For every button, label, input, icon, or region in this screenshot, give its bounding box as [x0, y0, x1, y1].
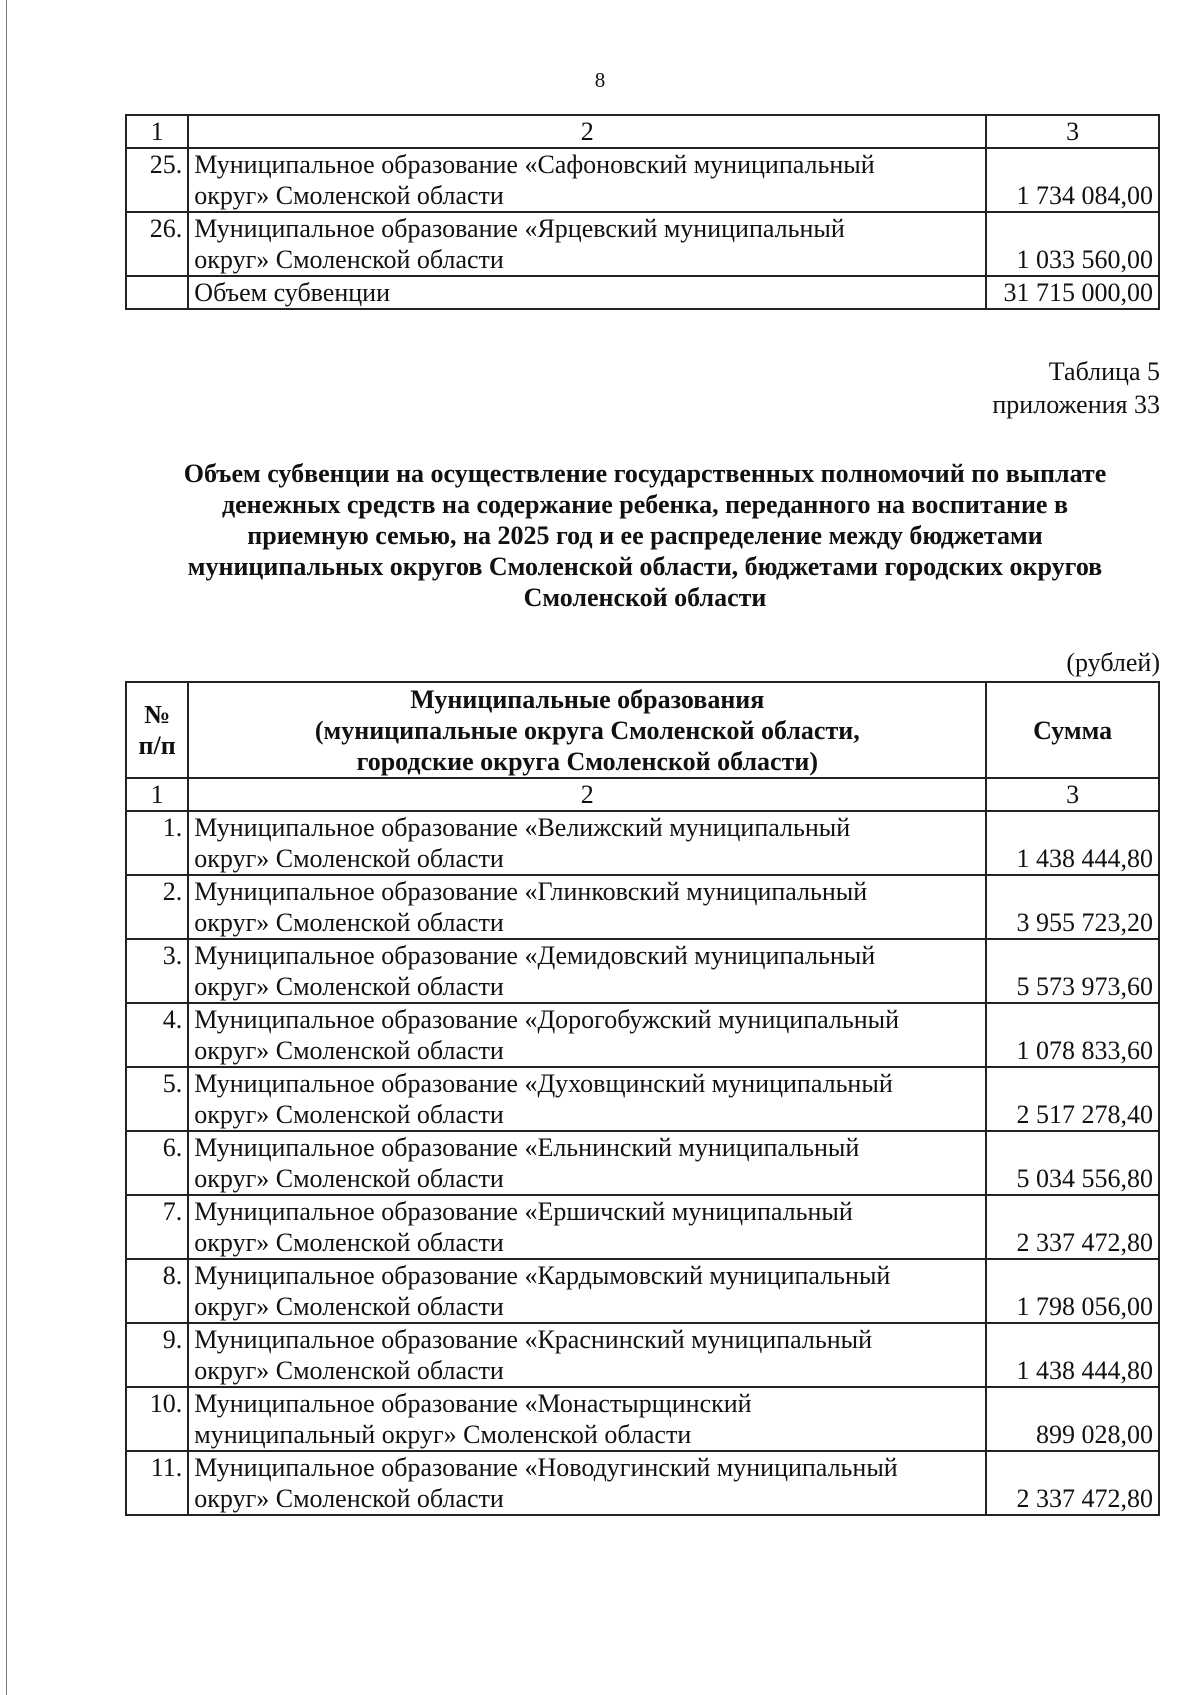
- header-number: [126, 682, 188, 778]
- header-name: [188, 682, 986, 778]
- row-number: 2.: [126, 875, 188, 939]
- row-sum: 3 955 723,20: [986, 875, 1159, 939]
- row-name: [188, 1131, 986, 1195]
- row-name-line: муниципальный округ» Смоленской области: [194, 1420, 692, 1449]
- row-name: [188, 875, 986, 939]
- row-name-line: Муниципальное образование «Велижский муниципальный: [194, 813, 851, 842]
- row-name: [188, 1259, 986, 1323]
- caption-table-number: Таблица 5: [1048, 357, 1160, 386]
- row-sum: 1 734 084,00: [986, 148, 1159, 212]
- row-sum: 1 438 444,80: [986, 1323, 1159, 1387]
- column-number: 2: [188, 778, 986, 811]
- row-number: 5.: [126, 1067, 188, 1131]
- units-label: (рублей): [1066, 648, 1160, 677]
- caption-appendix: приложения 33: [992, 390, 1160, 419]
- total-label: Объем субвенции: [188, 276, 986, 309]
- table-row: [126, 1387, 1159, 1451]
- title-line: приемную семью, на 2025 год и ее распределение между бюджетами: [247, 521, 1043, 550]
- row-name-line: округ» Смоленской области: [194, 1292, 504, 1321]
- title-line: Объем субвенции на осуществление государственных полномочий по выплате: [183, 459, 1107, 488]
- table-row: [126, 1003, 1159, 1067]
- row-name-line: Муниципальное образование «Краснинский муниципальный: [194, 1325, 873, 1354]
- row-sum: 899 028,00: [986, 1387, 1159, 1451]
- row-sum: 1 033 560,00: [986, 212, 1159, 276]
- table-row: [126, 148, 1159, 212]
- row-name-line: округ» Смоленской области: [194, 1228, 504, 1257]
- row-name: [188, 1067, 986, 1131]
- continuation-table: [125, 114, 1160, 310]
- row-name: [188, 1451, 986, 1515]
- column-numbers-row: [126, 778, 1159, 811]
- row-number: 11.: [126, 1451, 188, 1515]
- row-name-line: Муниципальное образование «Глинковский муниципальный: [194, 877, 868, 906]
- row-number: 4.: [126, 1003, 188, 1067]
- scan-edge-line: [6, 0, 7, 1695]
- row-number: 8.: [126, 1259, 188, 1323]
- table-caption: [992, 355, 1160, 421]
- header-name-line: (муниципальные округа Смоленской области,: [314, 715, 860, 745]
- row-number: 9.: [126, 1323, 188, 1387]
- row-number: 6.: [126, 1131, 188, 1195]
- row-name-line: округ» Смоленской области: [194, 1100, 504, 1129]
- row-sum: 2 337 472,80: [986, 1195, 1159, 1259]
- document-title: [120, 458, 1170, 613]
- row-name: [188, 212, 986, 276]
- row-sum: 5 573 973,60: [986, 939, 1159, 1003]
- row-name-line: округ» Смоленской области: [194, 1036, 504, 1065]
- table-row: [126, 1451, 1159, 1515]
- title-line: денежных средств на содержание ребенка, переданного на воспитание в: [221, 490, 1068, 519]
- title-line: муниципальных округов Смоленской области, бюджетами городских округов: [187, 552, 1103, 581]
- row-name-line: округ» Смоленской области: [194, 245, 504, 274]
- row-name-line: Муниципальное образование «Демидовский муниципальный: [194, 941, 876, 970]
- row-name-line: Муниципальное образование «Ярцевский муниципальный: [194, 214, 845, 243]
- row-number: 10.: [126, 1387, 188, 1451]
- row-name: [188, 1387, 986, 1451]
- total-row: [126, 276, 1159, 309]
- table-row: [126, 1131, 1159, 1195]
- row-number: 3.: [126, 939, 188, 1003]
- row-name-line: округ» Смоленской области: [194, 1164, 504, 1193]
- column-number: 1: [126, 778, 188, 811]
- table-row: [126, 875, 1159, 939]
- row-name: [188, 939, 986, 1003]
- column-number: 1: [126, 115, 188, 148]
- row-name: [188, 148, 986, 212]
- row-number: 7.: [126, 1195, 188, 1259]
- row-sum: 1 798 056,00: [986, 1259, 1159, 1323]
- row-name-line: округ» Смоленской области: [194, 844, 504, 873]
- table-row: [126, 212, 1159, 276]
- row-name-line: округ» Смоленской области: [194, 972, 504, 1001]
- row-name-line: округ» Смоленской области: [194, 908, 504, 937]
- header-sum: Сумма: [986, 682, 1159, 778]
- row-name: [188, 1195, 986, 1259]
- column-numbers-row: [126, 115, 1159, 148]
- total-sum: 31 715 000,00: [986, 276, 1159, 309]
- row-name-line: Муниципальное образование «Ершичский муниципальный: [194, 1197, 853, 1226]
- header-name-line: городские округа Смоленской области): [356, 746, 818, 776]
- total-empty-cell: [126, 276, 188, 309]
- subvention-table: [125, 681, 1160, 1516]
- row-name-line: округ» Смоленской области: [194, 1484, 504, 1513]
- row-name-line: Муниципальное образование «Кардымовский муниципальный: [194, 1261, 891, 1290]
- column-number: 3: [986, 778, 1159, 811]
- row-name-line: округ» Смоленской области: [194, 1356, 504, 1385]
- table-row: [126, 939, 1159, 1003]
- row-name-line: Муниципальное образование «Ельнинский муниципальный: [194, 1133, 860, 1162]
- row-name-line: Муниципальное образование «Духовщинский муниципальный: [194, 1069, 893, 1098]
- row-number: 26.: [126, 212, 188, 276]
- row-name-line: Муниципальное образование «Новодугинский муниципальный: [194, 1453, 898, 1482]
- column-number: 3: [986, 115, 1159, 148]
- column-number: 2: [188, 115, 986, 148]
- table-row: [126, 811, 1159, 875]
- row-name-line: Муниципальное образование «Сафоновский муниципальный: [194, 150, 875, 179]
- row-sum: 1 078 833,60: [986, 1003, 1159, 1067]
- row-name-line: Муниципальное образование «Дорогобужский муниципальный: [194, 1005, 900, 1034]
- row-name-line: Муниципальное образование «Монастырщинский: [194, 1389, 752, 1418]
- table-row: [126, 1323, 1159, 1387]
- row-number: 1.: [126, 811, 188, 875]
- row-number: 25.: [126, 148, 188, 212]
- row-sum: 2 337 472,80: [986, 1451, 1159, 1515]
- table-row: [126, 1195, 1159, 1259]
- row-name: [188, 1323, 986, 1387]
- row-sum: 1 438 444,80: [986, 811, 1159, 875]
- table-row: [126, 1259, 1159, 1323]
- header-number-line: п/п: [138, 731, 176, 760]
- row-name: [188, 1003, 986, 1067]
- row-name: [188, 811, 986, 875]
- title-line: Смоленской области: [523, 583, 767, 612]
- row-sum: 2 517 278,40: [986, 1067, 1159, 1131]
- header-name-line: Муниципальные образования: [410, 684, 765, 714]
- header-row: [126, 682, 1159, 778]
- row-name-line: округ» Смоленской области: [194, 181, 504, 210]
- table-row: [126, 1067, 1159, 1131]
- row-sum: 5 034 556,80: [986, 1131, 1159, 1195]
- page-number: 8: [594, 68, 606, 92]
- header-number-line: №: [144, 700, 171, 729]
